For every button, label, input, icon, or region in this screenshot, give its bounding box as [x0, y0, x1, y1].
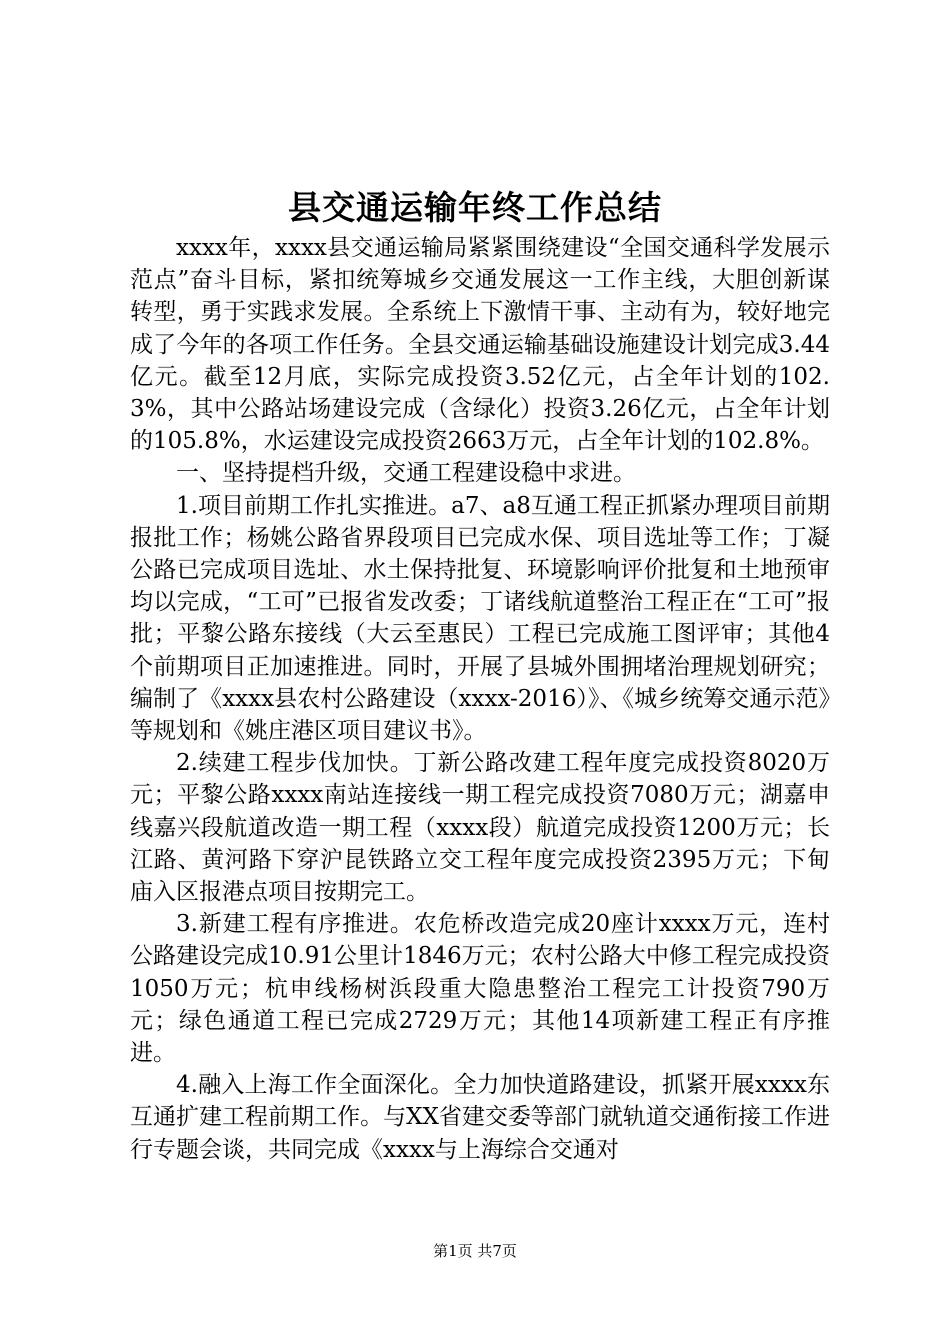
paragraph-item-3: 3.新建工程有序推进。农危桥改造完成20座计xxxx万元，连村公路建设完成10.91公里计1846万元；农村公路大中修工程完成投资1050万元；杭申线杨树浜段重大隐患整治工程完工计投资790万元；绿色通道工程已完成2729万元；其他14项新建工程正有序推进。	[130, 911, 830, 1067]
section-heading-1: 一、坚持提档升级，交通工程建设稳中求进。	[176, 460, 636, 487]
page-number-footer: 第1页 共7页	[433, 1242, 517, 1260]
paragraph-item-4: 4.融入上海工作全面深化。全力加快道路建设，抓紧开展xxxx东互通扩建工程前期工作。与XX省建交委等部门就轨道交通衔接工作进行专题会谈，共同完成《xxxx与上海综合交通对	[130, 1072, 830, 1163]
document-body	[130, 232, 830, 1166]
paragraph-item-1: 1.项目前期工作扎实推进。a7、a8互通工程正抓紧办理项目前期报批工作；杨姚公路省界段项目已完成水保、项目选址等工作；丁凝公路已完成项目选址、水土保持批复、环境影响评价批复和土地预审均以完成，“工可”已报省发改委；丁诸线航道整治工程正在“工可”报批；平黎公路东接线（大云至惠民）工程已完成施工图评审；其他4个前期项目正加速推进。同时，开展了县城外围拥堵治理规划研究；编制了《xxxx县农村公路建设（xxxx-2016）》、《城乡统筹交通示范》等规划和《姚庄港区项目建议书》。	[130, 492, 830, 745]
paragraph-intro: xxxx年，xxxx县交通运输局紧紧围绕建设“全国交通科学发展示范点”奋斗目标，紧扣统筹城乡交通发展这一工作主线，大胆创新谋转型，勇于实践求发展。全系统上下激情干事、主动有为，较好地完成了今年的各项工作任务。全县交通运输基础设施建设计划完成3.44亿元。截至12月底，实际完成投资3.52亿元，占全年计划的102.3%，其中公路站场建设完成（含绿化）投资3.26亿元，占全年计划的105.8%，水运建设完成投资2663万元，占全年计划的102.8%。	[130, 235, 830, 455]
document-title: 县交通运输年终工作总结	[288, 188, 662, 227]
paragraph-item-2: 2.续建工程步伐加快。丁新公路改建工程年度完成投资8020万元；平黎公路xxxx南站连接线一期工程完成投资7080万元；湖嘉申线嘉兴段航道改造一期工程（xxxx段）航道完成投资1200万元；长江路、黄河路下穿沪昆铁路立交工程年度完成投资2395万元；下甸庙入区报港点项目按期完工。	[130, 750, 830, 906]
